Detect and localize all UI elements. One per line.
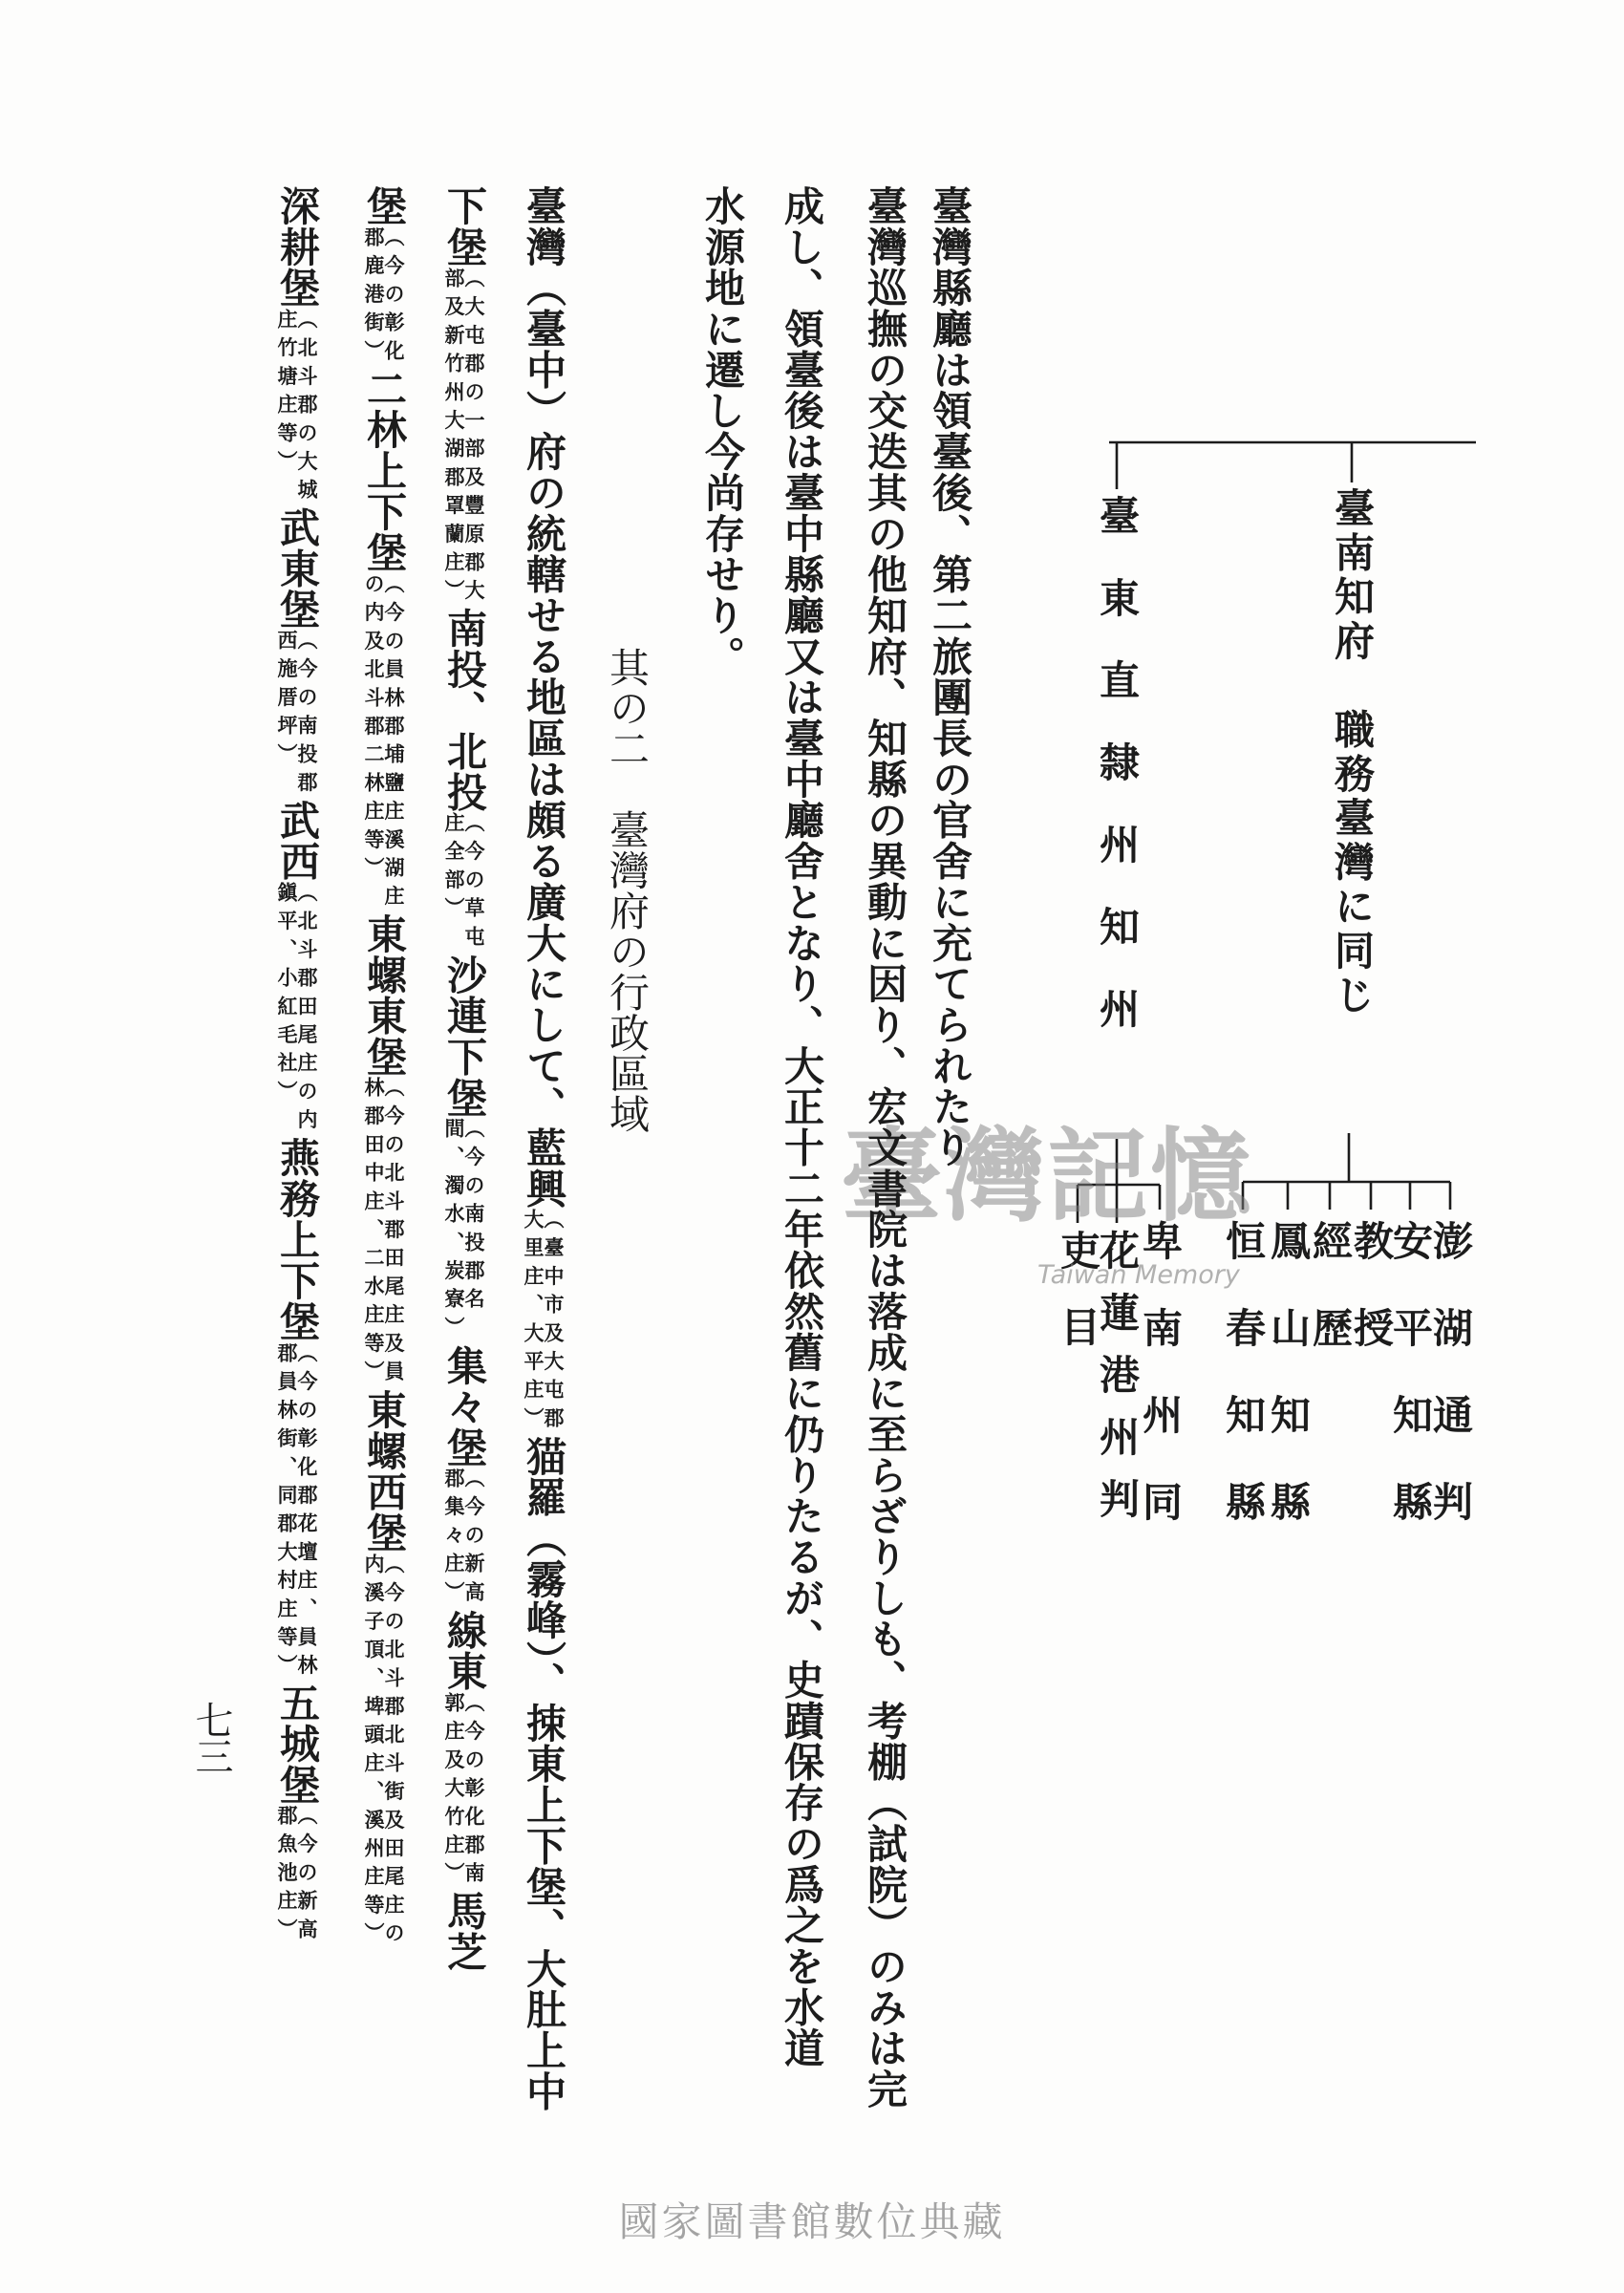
body-text-run: 線東 bbox=[441, 1609, 488, 1692]
annotation-right-line: （今の北斗郡田尾庄及員 bbox=[382, 1077, 406, 1390]
annotation-left-line: 内溪子頂、埤頭庄、溪州庄等） bbox=[362, 1553, 386, 1951]
inline-annotation bbox=[364, 226, 404, 369]
watermark-logo: 臺灣記憶 bbox=[841, 1116, 1253, 1235]
body-text-run: 沙連下堡 bbox=[441, 954, 488, 1119]
body-column bbox=[274, 185, 321, 1947]
annotation-left-line: 西施厝坪） bbox=[275, 630, 299, 772]
annotation-left-line: 郡集々庄） bbox=[442, 1468, 466, 1610]
body-column: 臺灣巡撫の交迭其の他知府、知縣の異動に因り、宏文書院は落成に至らざりしも、考棚（試院）のみは完 bbox=[862, 185, 908, 2110]
body-text-run: 燕務上下堡 bbox=[274, 1137, 321, 1342]
annotation-right-line: （北斗郡田尾庄の内 bbox=[295, 881, 319, 1138]
chart-entry: 澎湖通判 bbox=[1427, 1220, 1474, 1568]
inline-annotation bbox=[524, 1209, 564, 1436]
inline-annotation bbox=[277, 630, 317, 800]
annotation-right-line: （今の新高 bbox=[295, 1805, 319, 1947]
chart-entry: 花蓮港州判 bbox=[1094, 1230, 1141, 1540]
body-text-run: 集々堡 bbox=[441, 1344, 488, 1468]
body-column: 臺灣縣廳は領臺後、第二旅團長の官舍に充てられたり bbox=[927, 185, 973, 1168]
annotation-left-line: 大里庄、大平庄） bbox=[522, 1209, 545, 1436]
body-text-run: 東螺西堡 bbox=[361, 1389, 408, 1554]
annotation-left-line: 郭庄及大竹庄） bbox=[442, 1691, 466, 1891]
annotation-right-line: （大屯郡の一部及豐原郡大 bbox=[462, 267, 486, 609]
watermark-logo-english: Taiwan Memory bbox=[1037, 1260, 1240, 1290]
body-column bbox=[441, 185, 488, 1973]
annotation-right-line: （北斗郡の大城 bbox=[295, 308, 319, 507]
inline-annotation bbox=[364, 1077, 404, 1389]
chart-entry: 經歷 bbox=[1307, 1220, 1354, 1394]
inline-annotation bbox=[364, 573, 404, 913]
annotation-right-line: （臺中市及大屯郡 bbox=[542, 1209, 566, 1436]
body-column bbox=[521, 185, 567, 2112]
body-column bbox=[361, 185, 408, 1951]
body-text-run: 深耕堡 bbox=[274, 185, 321, 309]
annotation-left-line: 郡魚池庄） bbox=[275, 1805, 299, 1947]
inline-annotation bbox=[444, 1692, 484, 1891]
chart-entry: 鳳山知縣 bbox=[1265, 1220, 1312, 1568]
body-text-run: 武西 bbox=[274, 800, 321, 882]
body-text-run: 東螺東堡 bbox=[361, 913, 408, 1078]
annotation-right-line: （今の員林郡埔鹽庄溪湖庄 bbox=[382, 572, 406, 914]
library-footer: 國家圖書館數位典藏 bbox=[618, 2198, 1006, 2245]
chart-entry: 安平知縣 bbox=[1387, 1220, 1434, 1568]
chart-entry: 恒春知縣 bbox=[1220, 1220, 1267, 1568]
annotation-left-line: の内及北斗郡二林庄等） bbox=[362, 572, 386, 886]
chart-entry: 教授 bbox=[1348, 1220, 1395, 1394]
section-heading: 其の二 臺灣府の行政區域 bbox=[604, 647, 651, 1134]
body-text-run: 五城堡 bbox=[274, 1682, 321, 1806]
chart-entry: 吏目 bbox=[1055, 1230, 1101, 1382]
annotation-right-line: （今の草屯 bbox=[462, 812, 486, 954]
inline-annotation bbox=[444, 812, 484, 954]
body-text-run: 下堡 bbox=[441, 185, 488, 268]
body-text-run: 猫羅（霧峰）、捒東上下堡、大肚上中 bbox=[521, 1435, 567, 2112]
body-column: 水源地に遷し今尚存せり。 bbox=[699, 185, 746, 677]
inline-annotation bbox=[444, 1468, 484, 1610]
body-text-run: 臺灣（臺中）府の統轄せる地區は頗る廣大にして、藍興 bbox=[521, 185, 567, 1210]
chart-entry: 卑南州同 bbox=[1137, 1220, 1184, 1568]
annotation-right-line: （今の彰化郡南 bbox=[462, 1691, 486, 1891]
inline-annotation bbox=[277, 1805, 317, 1947]
annotation-right-line: （今の新高 bbox=[462, 1468, 486, 1610]
inline-annotation bbox=[364, 1554, 404, 1951]
inline-annotation bbox=[444, 1118, 484, 1345]
chart-entry-taitung-magistrate: 臺東直隸州知州 bbox=[1094, 495, 1141, 1070]
body-text-run: 堡 bbox=[361, 185, 408, 226]
annotation-left-line: 庄竹塘庄等） bbox=[275, 308, 299, 479]
annotation-left-line: 鎭平、小紅毛社） bbox=[275, 881, 299, 1109]
inline-annotation bbox=[277, 882, 317, 1137]
annotation-right-line: （今の北斗郡北斗街及田尾庄の bbox=[382, 1553, 406, 1951]
body-text-run: 馬芝 bbox=[441, 1890, 488, 1973]
annotation-left-line: 庄全部） bbox=[442, 812, 466, 927]
annotation-left-line: 間、濁水、炭寮） bbox=[442, 1118, 466, 1345]
body-column: 成し、領臺後は臺中縣廳又は臺中廳舍となり、大正十二年依然舊に仍りたるが、史蹟保存の爲之を水道 bbox=[779, 185, 825, 2069]
annotation-left-line: 郡鹿港街） bbox=[362, 225, 386, 369]
page-number: 七三 bbox=[189, 1701, 233, 1773]
annotation-right-line: （今の彰化郡花壇庄、員林 bbox=[295, 1341, 319, 1682]
annotation-right-line: （今の彰化 bbox=[382, 225, 406, 369]
annotation-left-line: 郡員林街、同郡大村庄等） bbox=[275, 1341, 299, 1682]
annotation-left-line: 林郡田中庄、二水庄等） bbox=[362, 1077, 386, 1390]
chart-entry-tainan-prefect: 臺南知府 職務臺灣に同じ bbox=[1329, 487, 1376, 1018]
body-text-run: 南投、北投 bbox=[441, 608, 488, 813]
body-text-run: 武東堡 bbox=[274, 506, 321, 631]
body-text-run: 二林上下堡 bbox=[361, 368, 408, 573]
annotation-left-line: 部及新竹州大湖郡罩蘭庄） bbox=[442, 267, 466, 609]
inline-annotation bbox=[444, 268, 484, 608]
annotation-right-line: （今の南投郡名 bbox=[462, 1118, 486, 1318]
annotation-right-line: （今の南投郡 bbox=[295, 630, 319, 801]
inline-annotation bbox=[277, 1342, 317, 1682]
inline-annotation bbox=[277, 309, 317, 507]
